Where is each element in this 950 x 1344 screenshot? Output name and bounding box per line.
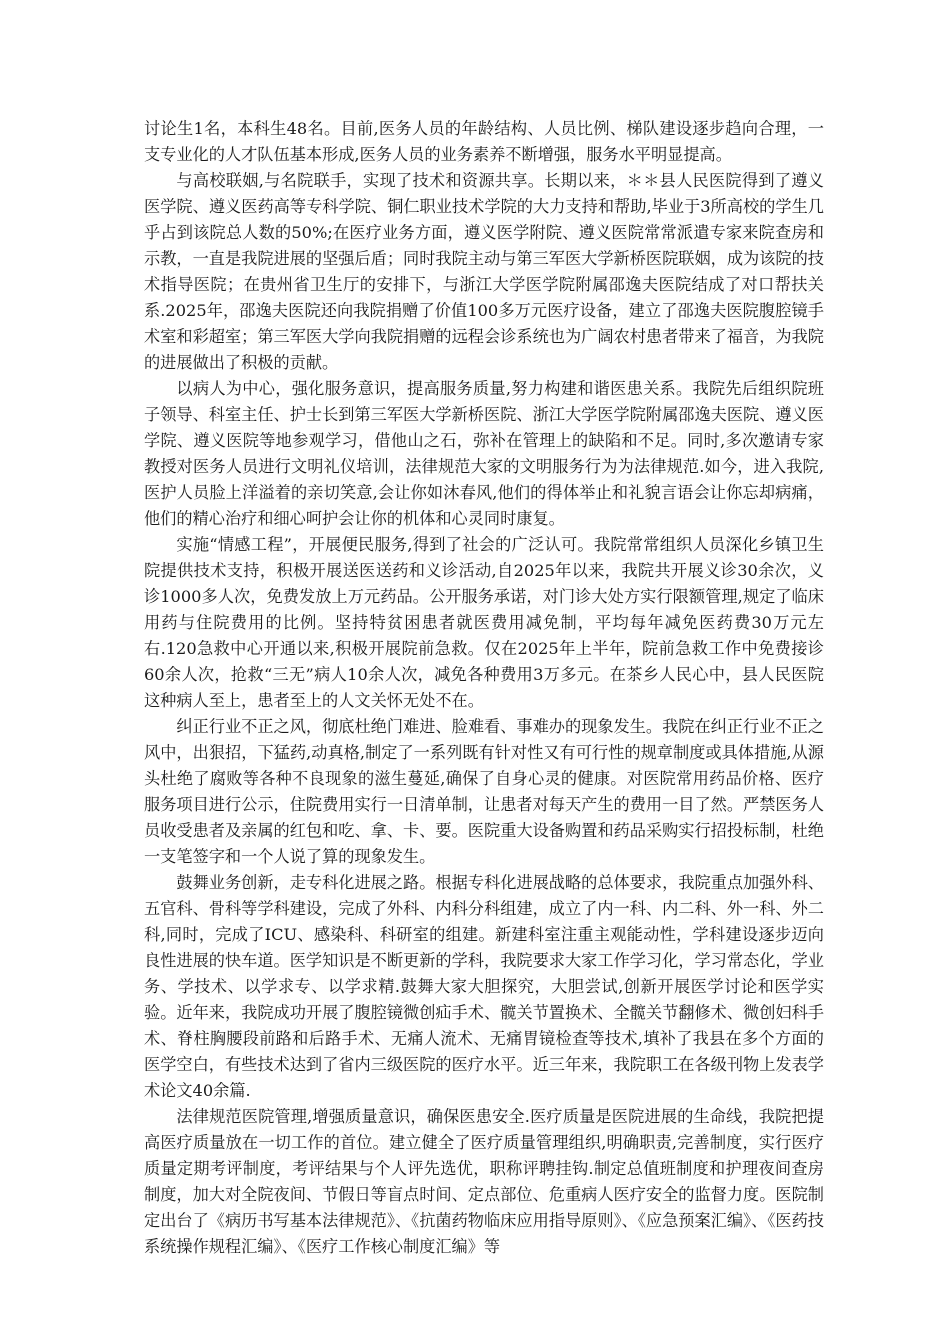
paragraph-quality-management: 法律规范医院管理,增强质量意识，确保医患安全.医疗质量是医院进展的生命线，我院把提高医疗质量放在一切工作的首位。建立健全了医疗质量管理组织,明确职责,完善制度，实行医疗质量定期考评制度，考评结果与个人评先选优，职称评聘挂钩.制定总值班制度和护理夜间查房制度，加大对全院夜间、节假日等盲点时间、定点部位、危重病人医疗安全的监督力度。医院制定出台了《病历书写基本法律规范》、《抗菌药物临床应用指导原则》、《应急预案汇编》、《医药技系统操作规程汇编》、《医疗工作核心制度汇编》等 [144,1107,824,1256]
paragraph-emotional-project: 实施“情感工程”，开展便民服务,得到了社会的广泛认可。我院常常组织人员深化乡镇卫生院提供技术支持，积极开展送医送药和义诊活动,自2025年以来，我院共开展义诊30余次，义诊1000多人次，免费发放上万元药品。公开服务承诺，对门诊大处方实行限额管理,规定了临床用药与住院费用的比例。坚持特贫困患者就医费用减免制，平均每年减免医药费30万元左右.120急救中心开通以来,积极开展院前急救。仅在2025年上半年，院前急救工作中免费接诊60余人次，抢救“三无”病人10余人次，减免各种费用3万多元。在茶乡人民心中，县人民医院这种病人至上，患者至上的人文关怀无处不在。 [144,535,824,710]
paragraph-staff-structure: 讨论生1名，本科生48名。目前,医务人员的年龄结构、人员比例、梯队建设逐步趋向合理，一支专业化的人才队伍基本形成,医务人员的业务素养不断增强，服务水平明显提高。 [144,119,824,164]
document-body [144,116,824,1260]
paragraph-university-partnership: 与高校联姻,与名院联手，实现了技术和资源共享。长期以来，＊＊县人民医院得到了遵义医学院、遵义医药高等专科学院、铜仁职业技术学院的大力支持和帮助,毕业于3所高校的学生几乎占到该院总人数的50%;在医疗业务方面，遵义医学附院、遵义医院常常派遣专家来院查房和示教，一直是我院进展的坚强后盾；同时我院主动与第三军医大学新桥医院联姻，成为该院的技术指导医院；在贵州省卫生厅的安排下，与浙江大学医学院附属邵逸夫医院结成了对口帮扶关系.2025年，邵逸夫医院还向我院捐赠了价值100多万元医疗设备，建立了邵逸夫医院腹腔镜手术室和彩超室；第三军医大学向我院捐赠的远程会诊系统也为广阔农村患者带来了福音，为我院的进展做出了积极的贡献。 [144,171,824,372]
paragraph-correct-misconduct: 纠正行业不正之风，彻底杜绝门难进、脸难看、事难办的现象发生。我院在纠正行业不正之风中，出狠招，下猛药,动真格,制定了一系列既有针对性又有可行性的规章制度或具体措施,从源头杜绝了腐败等各种不良现象的滋生蔓延,确保了自身心灵的健康。对医院常用药品价格、医疗服务项目进行公示，住院费用实行一日清单制，让患者对每天产生的费用一目了然。严禁医务人员收受患者及亲属的红包和吃、拿、卡、要。医院重大设备购置和药品采购实行招投标制，杜绝一支笔签字和一个人说了算的现象发生。 [144,717,824,866]
paragraph-business-innovation: 鼓舞业务创新，走专科化进展之路。根据专科化进展战略的总体要求，我院重点加强外科、五官科、骨科等学科建设，完成了外科、内科分科组建，成立了内一科、内二科、外一科、外二科,同时，完成了ICU、感染科、科研室的组建。新建科室注重主观能动性，学科建设逐步迈向良性进展的快车道。医学知识是不断更新的学科，我院要求大家工作学习化，学习常态化，学业务、学技术、以学求专、以学求精.鼓舞大家大胆探究，大胆尝试,创新开展医学讨论和医学实验。近年来，我院成功开展了腹腔镜微创疝手术、髋关节置换术、全髋关节翻修术、微创妇科手术、脊柱胸腰段前路和后路手术、无痛人流术、无痛胃镜检查等技术,填补了我县在多个方面的医学空白，有些技术达到了省内三级医院的医疗水平。近三年来，我院职工在各级刊物上发表学术论文40余篇. [144,873,824,1100]
paragraph-patient-centered: 以病人为中心，强化服务意识，提高服务质量,努力构建和谐医患关系。我院先后组织院班子领导、科室主任、护士长到第三军医大学新桥医院、浙江大学医学院附属邵逸夫医院、遵义医学院、遵义医院等地参观学习，借他山之石，弥补在管理上的缺陷和不足。同时,多次邀请专家教授对医务人员进行文明礼仪培训，法律规范大家的文明服务行为为法律规范.如今，进入我院,医护人员脸上洋溢着的亲切笑意,会让你如沐春风,他们的得体举止和礼貌言语会让你忘却病痛，他们的精心治疗和细心呵护会让你的机体和心灵同时康复。 [144,379,824,528]
